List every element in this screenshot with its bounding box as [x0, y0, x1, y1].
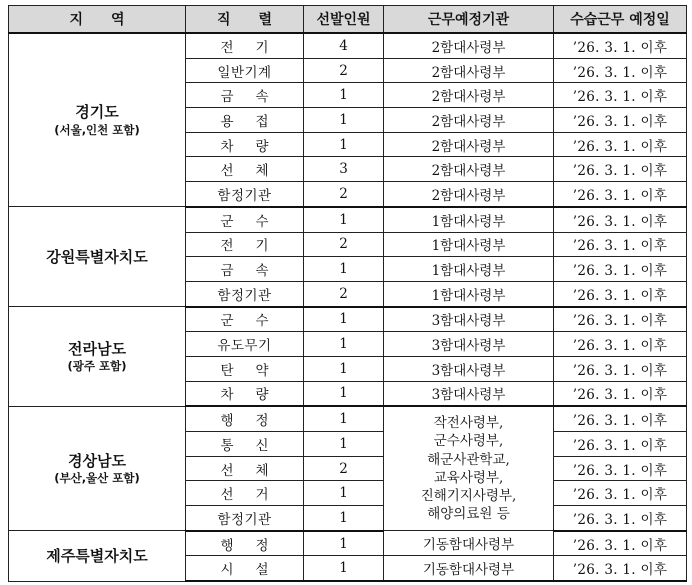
agency-cell: 2함대사령부	[384, 83, 554, 108]
agency-cell: 2함대사령부	[384, 157, 554, 182]
date-cell: ’26. 3. 1. 이후	[554, 432, 687, 457]
count-cell: 4	[304, 33, 384, 58]
region-cell	[9, 406, 186, 530]
job-cell: 선체	[186, 157, 304, 182]
region-name: 제주특별자치도	[46, 546, 148, 565]
date-cell: ’26. 3. 1. 이후	[554, 381, 687, 406]
count-cell: 1	[304, 132, 384, 157]
agency-cell: 2함대사령부	[384, 33, 554, 58]
agency-cell: 3함대사령부	[384, 307, 554, 332]
date-cell: ’26. 3. 1. 이후	[554, 232, 687, 257]
count-cell: 1	[304, 556, 384, 581]
date-cell: ’26. 3. 1. 이후	[554, 356, 687, 381]
agency-line: 해군사관학교,	[427, 451, 510, 468]
agency-cell: 3함대사령부	[384, 381, 554, 406]
date-cell: ’26. 3. 1. 이후	[554, 556, 687, 581]
job-cell: 함정기관	[186, 281, 304, 306]
table-row	[9, 33, 687, 58]
agency-cell: 3함대사령부	[384, 356, 554, 381]
region-subtitle: (부산,울산 포함)	[54, 470, 140, 485]
count-cell: 2	[304, 232, 384, 257]
job-cell: 유도무기	[186, 332, 304, 357]
table-body	[9, 33, 687, 581]
agency-cell: 2함대사령부	[384, 58, 554, 83]
count-cell: 3	[304, 157, 384, 182]
job-cell: 전기	[186, 33, 304, 58]
count-cell: 1	[304, 108, 384, 133]
job-cell: 행정	[186, 531, 304, 556]
region-cell	[9, 307, 186, 407]
table-row	[9, 531, 687, 556]
count-cell: 2	[304, 281, 384, 306]
job-cell: 시설	[186, 556, 304, 581]
job-cell: 차량	[186, 381, 304, 406]
agency-cell: 2함대사령부	[384, 108, 554, 133]
count-cell: 1	[304, 481, 384, 506]
date-cell: ’26. 3. 1. 이후	[554, 531, 687, 556]
recruitment-table	[8, 5, 687, 582]
date-cell: ’26. 3. 1. 이후	[554, 157, 687, 182]
agency-cell: 1함대사령부	[384, 207, 554, 232]
region-subtitle: (서울,인천 포함)	[54, 122, 140, 137]
agency-cell: 3함대사령부	[384, 332, 554, 357]
job-cell: 탄약	[186, 356, 304, 381]
agency-line: 작전사령부,	[433, 415, 504, 432]
date-cell: ’26. 3. 1. 이후	[554, 281, 687, 306]
date-cell: ’26. 3. 1. 이후	[554, 207, 687, 232]
agency-cell: 1함대사령부	[384, 257, 554, 282]
date-cell: ’26. 3. 1. 이후	[554, 456, 687, 481]
job-cell: 전기	[186, 232, 304, 257]
table-row	[9, 207, 687, 232]
job-cell: 통신	[186, 432, 304, 457]
header-row	[9, 6, 687, 34]
date-cell: ’26. 3. 1. 이후	[554, 83, 687, 108]
job-cell: 선거	[186, 481, 304, 506]
agency-cell: 1함대사령부	[384, 232, 554, 257]
agency-line: 군수사령부,	[433, 433, 504, 450]
count-cell: 1	[304, 332, 384, 357]
count-cell: 1	[304, 432, 384, 457]
job-cell: 금속	[186, 257, 304, 282]
date-cell: ’26. 3. 1. 이후	[554, 481, 687, 506]
count-cell: 2	[304, 182, 384, 207]
count-cell: 1	[304, 257, 384, 282]
agency-line: 해양의료원 등	[427, 506, 510, 523]
agency-line: 진해기지사령부,	[420, 488, 517, 504]
header-agency: 근무예정기관	[384, 6, 554, 34]
region-cell	[9, 33, 186, 207]
date-cell: ’26. 3. 1. 이후	[554, 257, 687, 282]
header-region: 지 역	[9, 6, 186, 34]
job-cell: 차량	[186, 132, 304, 157]
table-row	[9, 406, 687, 431]
table-row	[9, 307, 687, 332]
job-cell: 용접	[186, 108, 304, 133]
job-cell: 금속	[186, 83, 304, 108]
region-subtitle: (광주 포함)	[67, 358, 127, 373]
region-name: 경기도	[75, 103, 119, 122]
region-name: 경상남도	[68, 451, 126, 470]
header-count: 선발인원	[304, 6, 384, 34]
date-cell: ’26. 3. 1. 이후	[554, 506, 687, 531]
count-cell: 1	[304, 381, 384, 406]
region-cell	[9, 531, 186, 581]
agency-cell: 2함대사령부	[384, 182, 554, 207]
job-cell: 함정기관	[186, 182, 304, 207]
count-cell: 1	[304, 356, 384, 381]
agency-cell: 2함대사령부	[384, 132, 554, 157]
date-cell: ’26. 3. 1. 이후	[554, 182, 687, 207]
date-cell: ’26. 3. 1. 이후	[554, 332, 687, 357]
header-job: 직 렬	[186, 6, 304, 34]
region-cell	[9, 207, 186, 307]
date-cell: ’26. 3. 1. 이후	[554, 33, 687, 58]
region-name: 전라남도	[68, 339, 126, 358]
agency-cell: 기동함대사령부	[384, 531, 554, 556]
date-cell: ’26. 3. 1. 이후	[554, 307, 687, 332]
region-name: 강원특별자치도	[46, 247, 148, 266]
date-cell: ’26. 3. 1. 이후	[554, 132, 687, 157]
count-cell: 1	[304, 506, 384, 531]
count-cell: 2	[304, 58, 384, 83]
date-cell: ’26. 3. 1. 이후	[554, 406, 687, 431]
agency-line: 교육사령부,	[433, 469, 504, 486]
job-cell: 군수	[186, 307, 304, 332]
count-cell: 1	[304, 307, 384, 332]
date-cell: ’26. 3. 1. 이후	[554, 58, 687, 83]
count-cell: 1	[304, 207, 384, 232]
count-cell: 1	[304, 406, 384, 431]
job-cell: 군수	[186, 207, 304, 232]
job-cell: 행정	[186, 406, 304, 431]
count-cell: 2	[304, 456, 384, 481]
agency-cell	[384, 406, 554, 530]
agency-cell: 1함대사령부	[384, 281, 554, 306]
agency-cell: 기동함대사령부	[384, 556, 554, 581]
job-cell: 함정기관	[186, 506, 304, 531]
job-cell: 일반기계	[186, 58, 304, 83]
date-cell: ’26. 3. 1. 이후	[554, 108, 687, 133]
header-date: 수습근무 예정일	[554, 6, 687, 34]
count-cell: 1	[304, 83, 384, 108]
job-cell: 선체	[186, 456, 304, 481]
count-cell: 1	[304, 531, 384, 556]
